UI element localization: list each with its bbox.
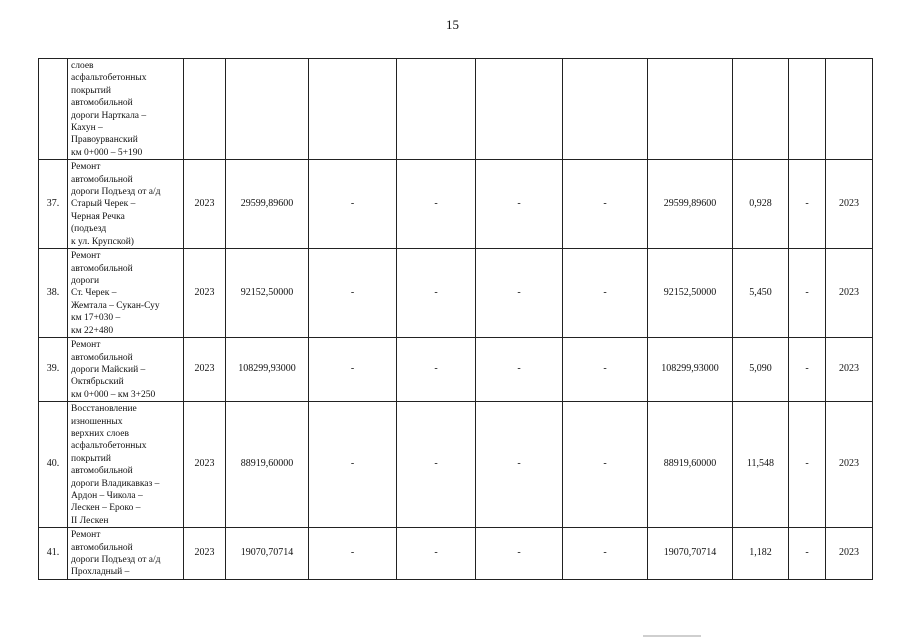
object-name: Восстановление изношенных верхних слоев асфальтобетонных покрытий автомобильной дороги Владикавказ – Ардон – Чикола – Лескен – Ерoко – II Лескен: [68, 402, 184, 528]
start-year: 2023: [184, 528, 226, 580]
start-year: 2023: [184, 249, 226, 338]
total-cost: 88919,60000: [226, 402, 309, 528]
funding-col-2: -: [397, 160, 476, 249]
funding-sum: 88919,60000: [648, 402, 733, 528]
funding-col-3: -: [476, 249, 563, 338]
length-km: 0,928: [733, 160, 789, 249]
funding-col-5: -: [789, 528, 826, 580]
table-row: [39, 59, 873, 160]
end-year: 2023: [826, 249, 873, 338]
funding-col-1: -: [309, 402, 397, 528]
funding-col-2: [397, 59, 476, 160]
funding-col-2: -: [397, 249, 476, 338]
total-cost: 19070,70714: [226, 528, 309, 580]
object-name: Ремонт автомобильной дороги Подъезд от а/д Старый Черек – Черная Речка (подъезд к ул. Крупской): [68, 160, 184, 249]
funding-col-3: [476, 59, 563, 160]
length-km: 5,450: [733, 249, 789, 338]
funding-col-1: -: [309, 338, 397, 402]
funding-col-4: -: [563, 402, 648, 528]
funding-col-5: -: [789, 249, 826, 338]
funding-col-5: [789, 59, 826, 160]
funding-col-4: -: [563, 528, 648, 580]
funding-sum: [648, 59, 733, 160]
start-year: 2023: [184, 338, 226, 402]
funding-col-5: -: [789, 338, 826, 402]
page-number: 15: [446, 17, 459, 32]
funding-col-5: -: [789, 402, 826, 528]
object-name: Ремонт автомобильной дороги Подъезд от а/д Прохладный –: [68, 528, 184, 580]
funding-col-1: -: [309, 249, 397, 338]
funding-col-3: -: [476, 338, 563, 402]
funding-col-1: -: [309, 160, 397, 249]
row-number: 38.: [39, 249, 68, 338]
start-year: [184, 59, 226, 160]
funding-col-4: -: [563, 249, 648, 338]
funding-col-2: -: [397, 402, 476, 528]
row-number: [39, 59, 68, 160]
funding-col-2: -: [397, 338, 476, 402]
row-number: 40.: [39, 402, 68, 528]
length-km: 1,182: [733, 528, 789, 580]
scan-artifact: [643, 635, 701, 637]
length-km: [733, 59, 789, 160]
table-row: [39, 160, 873, 249]
funding-col-1: [309, 59, 397, 160]
funding-sum: 92152,50000: [648, 249, 733, 338]
length-km: 5,090: [733, 338, 789, 402]
table-row: [39, 402, 873, 528]
table-row: [39, 338, 873, 402]
start-year: 2023: [184, 402, 226, 528]
end-year: 2023: [826, 160, 873, 249]
length-km: 11,548: [733, 402, 789, 528]
object-name: Ремонт автомобильной дороги Майский – Октябрьский км 0+000 – км 3+250: [68, 338, 184, 402]
funding-col-2: -: [397, 528, 476, 580]
funding-sum: 19070,70714: [648, 528, 733, 580]
end-year: [826, 59, 873, 160]
funding-sum: 29599,89600: [648, 160, 733, 249]
funding-col-3: -: [476, 160, 563, 249]
end-year: 2023: [826, 402, 873, 528]
object-name: слоев асфальтобетонных покрытий автомобильной дороги Нарткала – Кахун – Правоурванский км 0+000 – 5+190: [68, 59, 184, 160]
funding-col-3: -: [476, 402, 563, 528]
funding-col-4: -: [563, 338, 648, 402]
total-cost: 29599,89600: [226, 160, 309, 249]
road-repair-table: [38, 58, 873, 580]
funding-sum: 108299,93000: [648, 338, 733, 402]
row-number: 39.: [39, 338, 68, 402]
table-row: [39, 528, 873, 580]
row-number: 41.: [39, 528, 68, 580]
object-name: Ремонт автомобильной дороги Ст. Черек – Жемтала – Сукан-Суу км 17+030 – км 22+480: [68, 249, 184, 338]
funding-col-4: -: [563, 160, 648, 249]
table-row: [39, 249, 873, 338]
total-cost: 108299,93000: [226, 338, 309, 402]
start-year: 2023: [184, 160, 226, 249]
funding-col-1: -: [309, 528, 397, 580]
end-year: 2023: [826, 338, 873, 402]
total-cost: 92152,50000: [226, 249, 309, 338]
funding-col-5: -: [789, 160, 826, 249]
end-year: 2023: [826, 528, 873, 580]
funding-col-3: -: [476, 528, 563, 580]
row-number: 37.: [39, 160, 68, 249]
funding-col-4: [563, 59, 648, 160]
total-cost: [226, 59, 309, 160]
